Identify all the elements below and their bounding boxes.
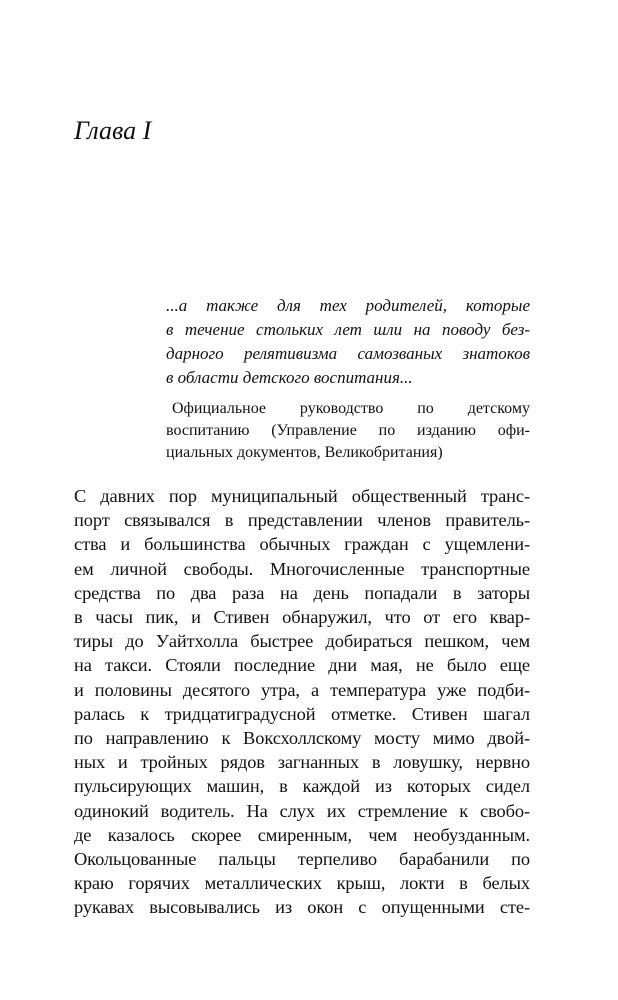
- body-line: одинокий водитель. На слух их стремление к свобо-: [74, 800, 530, 821]
- epigraph-source-line: воспитанию (Управление по изданию офи-: [166, 422, 530, 439]
- epigraph-line: в течение стольких лет шли на поводу без-: [166, 320, 530, 339]
- body-line: краю горячих металлических крыш, локти в белых: [74, 873, 530, 894]
- body-line: в часы пик, и Стивен обнаружил, что от его квар-: [74, 607, 530, 628]
- body-line: ных и тройных рядов загнанных в ловушку, нервно: [74, 752, 530, 773]
- epigraph-line: в области детского воспитания...: [166, 368, 413, 387]
- epigraph: [166, 294, 530, 464]
- epigraph-line: ...а также для тех родителей, которые: [166, 296, 530, 315]
- epigraph-source-line: Официальное руководство по детскому: [172, 400, 530, 417]
- epigraph-line: дарного релятивизма самозваных знатоков: [166, 344, 530, 363]
- epigraph-quote: [166, 294, 530, 390]
- body-line: по направлению к Воксхоллскому мосту мимо двой-: [74, 728, 530, 749]
- body-line: Окольцованные пальцы терпеливо барабанили по: [74, 849, 530, 870]
- body-line: ем личной свободы. Многочисленные транспортные: [74, 558, 530, 579]
- body-line: порт связывался в представлении членов правитель-: [74, 510, 530, 531]
- body-line: С давних пор муниципальный общественный транс-: [74, 486, 530, 506]
- body-line: рукавах высовывались из окон с опущенными сте-: [74, 897, 530, 918]
- body-text: [74, 484, 530, 920]
- epigraph-source: [166, 398, 530, 464]
- body-line: на такси. Стояли последние дни мая, не было еще: [74, 655, 530, 676]
- chapter-title: Глава I: [74, 116, 152, 145]
- body-line: ства и большинства обычных граждан с ущемлени-: [74, 534, 530, 555]
- body-line: ралась к тридцатиградусной отметке. Стивен шагал: [74, 703, 530, 724]
- epigraph-source-line: циальных документов, Великобритания): [166, 444, 443, 461]
- body-line: и половины десятого утра, а температура уже подби-: [74, 679, 530, 700]
- body-line: де казалось скорее смиренным, чем необузданным.: [74, 824, 530, 845]
- body-line: пульсирующих машин, в каждой из которых сидел: [74, 776, 530, 797]
- body-line: средства по два раза на день попадали в заторы: [74, 582, 530, 603]
- body-line: тиры до Уайтхолла быстрее добираться пешком, чем: [74, 631, 530, 652]
